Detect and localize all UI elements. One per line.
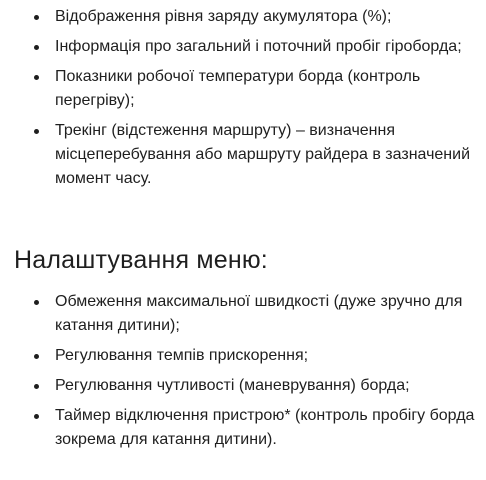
list-item xyxy=(0,374,486,398)
bullet-icon xyxy=(34,129,39,134)
section-heading: Налаштування меню: xyxy=(14,246,268,274)
bullet-icon xyxy=(34,15,39,20)
list-item xyxy=(0,404,486,452)
list-item xyxy=(0,5,486,29)
list-item-text: Регулювання темпів прискорення; xyxy=(55,347,309,364)
list-item-text: Інформація про загальний і поточний пробіг гіроборда; xyxy=(55,38,462,55)
menu-settings-list xyxy=(0,290,486,458)
bullet-icon xyxy=(34,75,39,80)
list-item xyxy=(0,119,486,191)
list-item xyxy=(0,35,486,59)
feature-list xyxy=(0,5,486,197)
list-item-text: Відображення рівня заряду акумулятора (%); xyxy=(55,8,392,25)
bullet-icon xyxy=(34,354,39,359)
list-item xyxy=(0,290,486,338)
list-item xyxy=(0,344,486,368)
bullet-icon xyxy=(34,414,39,419)
list-item-text: Таймер відключення пристрою* (контроль пробігу борда зокрема для катання дитини). xyxy=(55,407,475,448)
list-item xyxy=(0,65,486,113)
bullet-icon xyxy=(34,384,39,389)
list-item-text: Показники робочої температури борда (контроль перегріву); xyxy=(55,68,421,109)
list-item-text: Обмеження максимальної швидкості (дуже зручно для катання дитини); xyxy=(55,293,463,334)
bullet-icon xyxy=(34,300,39,305)
list-item-text: Трекінг (відстеження маршруту) – визначення місцеперебування або маршруту райдера в зазначений момент часу. xyxy=(55,122,471,187)
list-item-text: Регулювання чутливості (маневрування) борда; xyxy=(55,377,410,394)
bullet-icon xyxy=(34,45,39,50)
